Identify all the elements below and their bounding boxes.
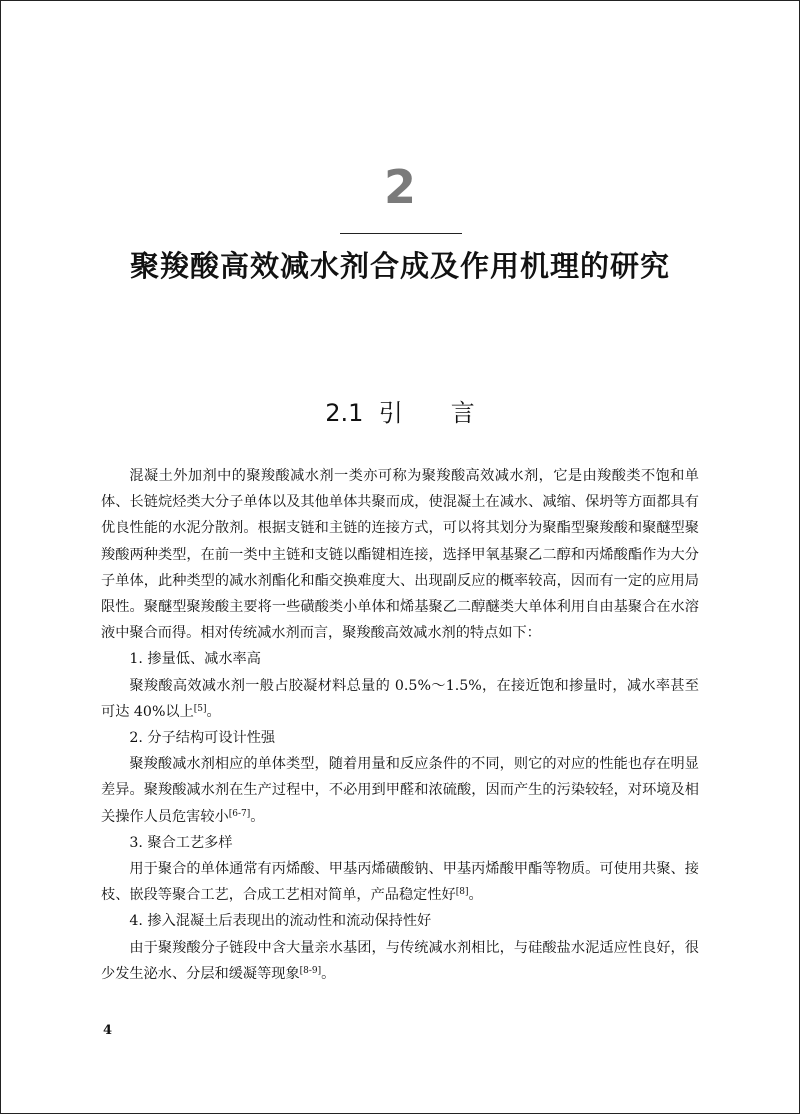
feature-text: 聚羧酸减水剂相应的单体类型，随着用量和反应条件的不同，则它的对应的性能也存在明显差异。聚羧酸减水剂在生产过程中，不必用到甲醛和浓硫酸，因而产生的污染较轻，对环境及相关操作人员危害较小 <box>101 756 699 825</box>
sentence-end: 。 <box>468 887 483 904</box>
sentence-end: 。 <box>206 703 221 720</box>
feature-paragraph <box>101 673 699 725</box>
sentence-end: 。 <box>321 965 336 982</box>
feature-heading: 4. 掺入混凝土后表现出的流动性和流动保持性好 <box>129 913 432 930</box>
section-number: 2.1 <box>325 399 364 427</box>
section-title: 引 言 <box>378 399 475 427</box>
feature-text: 用于聚合的单体通常有丙烯酸、甲基丙烯磺酸钠、甲基丙烯酸甲酯等物质。可使用共聚、接枝、嵌段等聚合工艺，合成工艺相对简单，产品稳定性好 <box>101 861 699 904</box>
feature-text: 聚羧酸高效减水剂一般占胶凝材料总量的 0.5%～1.5%，在接近饱和掺量时，减水率甚至可达 40%以上 <box>101 677 699 720</box>
feature-text: 由于聚羧酸分子链段中含大量亲水基团，与传统减水剂相比，与硅酸盐水泥适应性良好，很少发生泌水、分层和缓凝等现象 <box>101 939 699 982</box>
citation-ref: [6-7] <box>228 808 251 819</box>
feature-paragraph <box>101 751 699 830</box>
chapter-number: 2 <box>383 160 416 214</box>
feature-heading: 3. 聚合工艺多样 <box>129 834 233 851</box>
feature-heading: 2. 分子结构可设计性强 <box>129 730 276 747</box>
section-heading <box>1 395 799 431</box>
intro-paragraph: 混凝土外加剂中的聚羧酸减水剂一类亦可称为聚羧酸高效减水剂，它是由羧酸类不饱和单体、长链烷烃类大分子单体以及其他单体共聚而成，使混凝土在减水、减缩、保坍等方面都具有优良性能的水泥分散剂。根据支链和主链的连接方式，可以将其划分为聚酯型聚羧酸和聚醚型聚羧酸两种类型，在前一类中主链和支链以酯键相连接，选择甲氧基聚乙二醇和丙烯酸酯作为大分子单体，此种类型的减水剂酯化和酯交换难度大、出现副反应的概率较高，因而有一定的应用局限性。聚醚型聚羧酸主要将一些磺酸类小单体和烯基聚乙二醇醚类大单体利用自由基聚合在水溶液中聚合而得。相对传统减水剂而言，聚羧酸高效减水剂的特点如下： <box>101 468 699 642</box>
feature-paragraph <box>101 935 699 987</box>
citation-ref: [8-9] <box>299 965 322 976</box>
chapter-title: 聚羧酸高效减水剂合成及作用机理的研究 <box>129 249 670 283</box>
citation-ref: [5] <box>193 703 207 714</box>
feature-paragraph <box>101 856 699 908</box>
citation-ref: [8] <box>455 887 469 898</box>
chapter-divider <box>340 233 462 234</box>
feature-heading: 1. 掺量低、减水率高 <box>129 651 261 668</box>
body-text <box>101 463 699 987</box>
sentence-end: 。 <box>250 808 265 825</box>
page-number: 4 <box>103 1023 113 1038</box>
